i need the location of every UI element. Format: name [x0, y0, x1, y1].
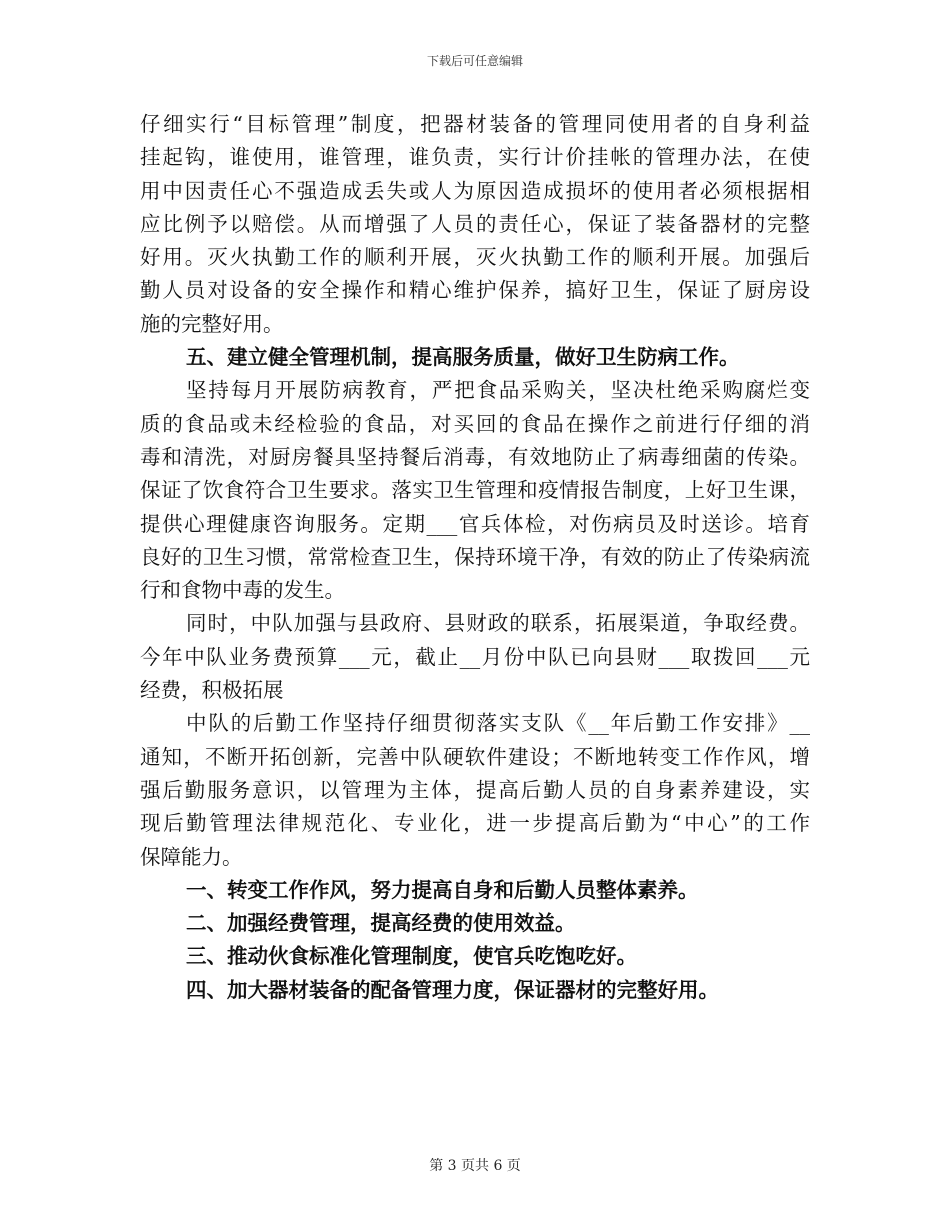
- body-line: 应比例予以赔偿。从而增强了人员的责任心，保证了装备器材的完整: [140, 211, 810, 236]
- body-line: 经费，积极拓展: [140, 678, 284, 703]
- paragraph-first-line: 中队的后勤工作坚持仔细贯彻落实支队《__年后勤工作安排》__: [186, 711, 810, 736]
- body-line: 保障能力。: [140, 844, 243, 869]
- body-line: 仔细实行“目标管理”制度，把器材装备的管理同使用者的自身利益: [140, 112, 810, 136]
- body-line: 施的完整好用。: [140, 311, 284, 336]
- body-line: 保证了饮食符合卫生要求。落实卫生管理和疫情报告制度，上好卫生课，: [140, 478, 810, 503]
- body-line: 提供心理健康咨询服务。定期___官兵体检，对伤病员及时送诊。培育: [140, 511, 810, 536]
- paragraph-first-line: 同时，中队加强与县政府、县财政的联系，拓展渠道，争取经费。: [186, 611, 810, 636]
- body-line: 强后勤服务意识，以管理为主体，提高后勤人员的自身素养建设，实: [140, 777, 810, 802]
- section-heading: 四、加大器材装备的配备管理力度，保证器材的完整好用。: [186, 977, 719, 1002]
- section-heading: 五、建立健全管理机制，提高服务质量，做好卫生防病工作。: [186, 345, 740, 370]
- body-line: 好用。灭火执勤工作的顺利开展，灭火执勤工作的顺利开展。加强后: [140, 245, 810, 270]
- body-line: 今年中队业务费预算___元，截止__月份中队已向县财___取拨回___元: [140, 644, 810, 669]
- section-heading: 三、推动伙食标准化管理制度，使官兵吃饱吃好。: [186, 944, 637, 969]
- page-header: 下载后可任意编辑: [426, 54, 523, 68]
- body-line: 现后勤管理法律规范化、专业化，进一步提高后勤为“中心”的工作: [140, 811, 810, 836]
- body-line: 毒和清洗，对厨房餐具坚持餐后消毒，有效地防止了病毒细菌的传染。: [140, 444, 810, 469]
- body-line: 行和食物中毒的发生。: [140, 578, 345, 603]
- section-heading: 一、转变工作作风，努力提高自身和后勤人员整体素养。: [186, 877, 699, 902]
- body-line: 勤人员对设备的安全操作和精心维护保养，搞好卫生，保证了厨房设: [140, 278, 810, 303]
- body-line: 挂起钩，谁使用，谁管理，谁负责，实行计价挂帐的管理办法，在使: [140, 145, 810, 170]
- body-line: 用中因责任心不强造成丢失或人为原因造成损坏的使用者必须根据相: [140, 178, 810, 203]
- page-footer: 第 3 页共 6 页: [429, 1158, 521, 1174]
- document-body: [140, 108, 810, 1007]
- paragraph-first-line: 坚持每月开展防病教育，严把食品采购关，坚决杜绝采购腐烂变: [186, 378, 810, 403]
- body-line: 通知，不断开拓创新，完善中队硬软件建设；不断地转变工作作风，增: [140, 744, 810, 769]
- section-heading: 二、加强经费管理，提高经费的使用效益。: [186, 911, 576, 936]
- body-line: 质的食品或未经检验的食品，对买回的食品在操作之前进行仔细的消: [140, 411, 810, 436]
- body-line: 良好的卫生习惯，常常检查卫生，保持环境干净，有效的防止了传染病流: [140, 544, 810, 569]
